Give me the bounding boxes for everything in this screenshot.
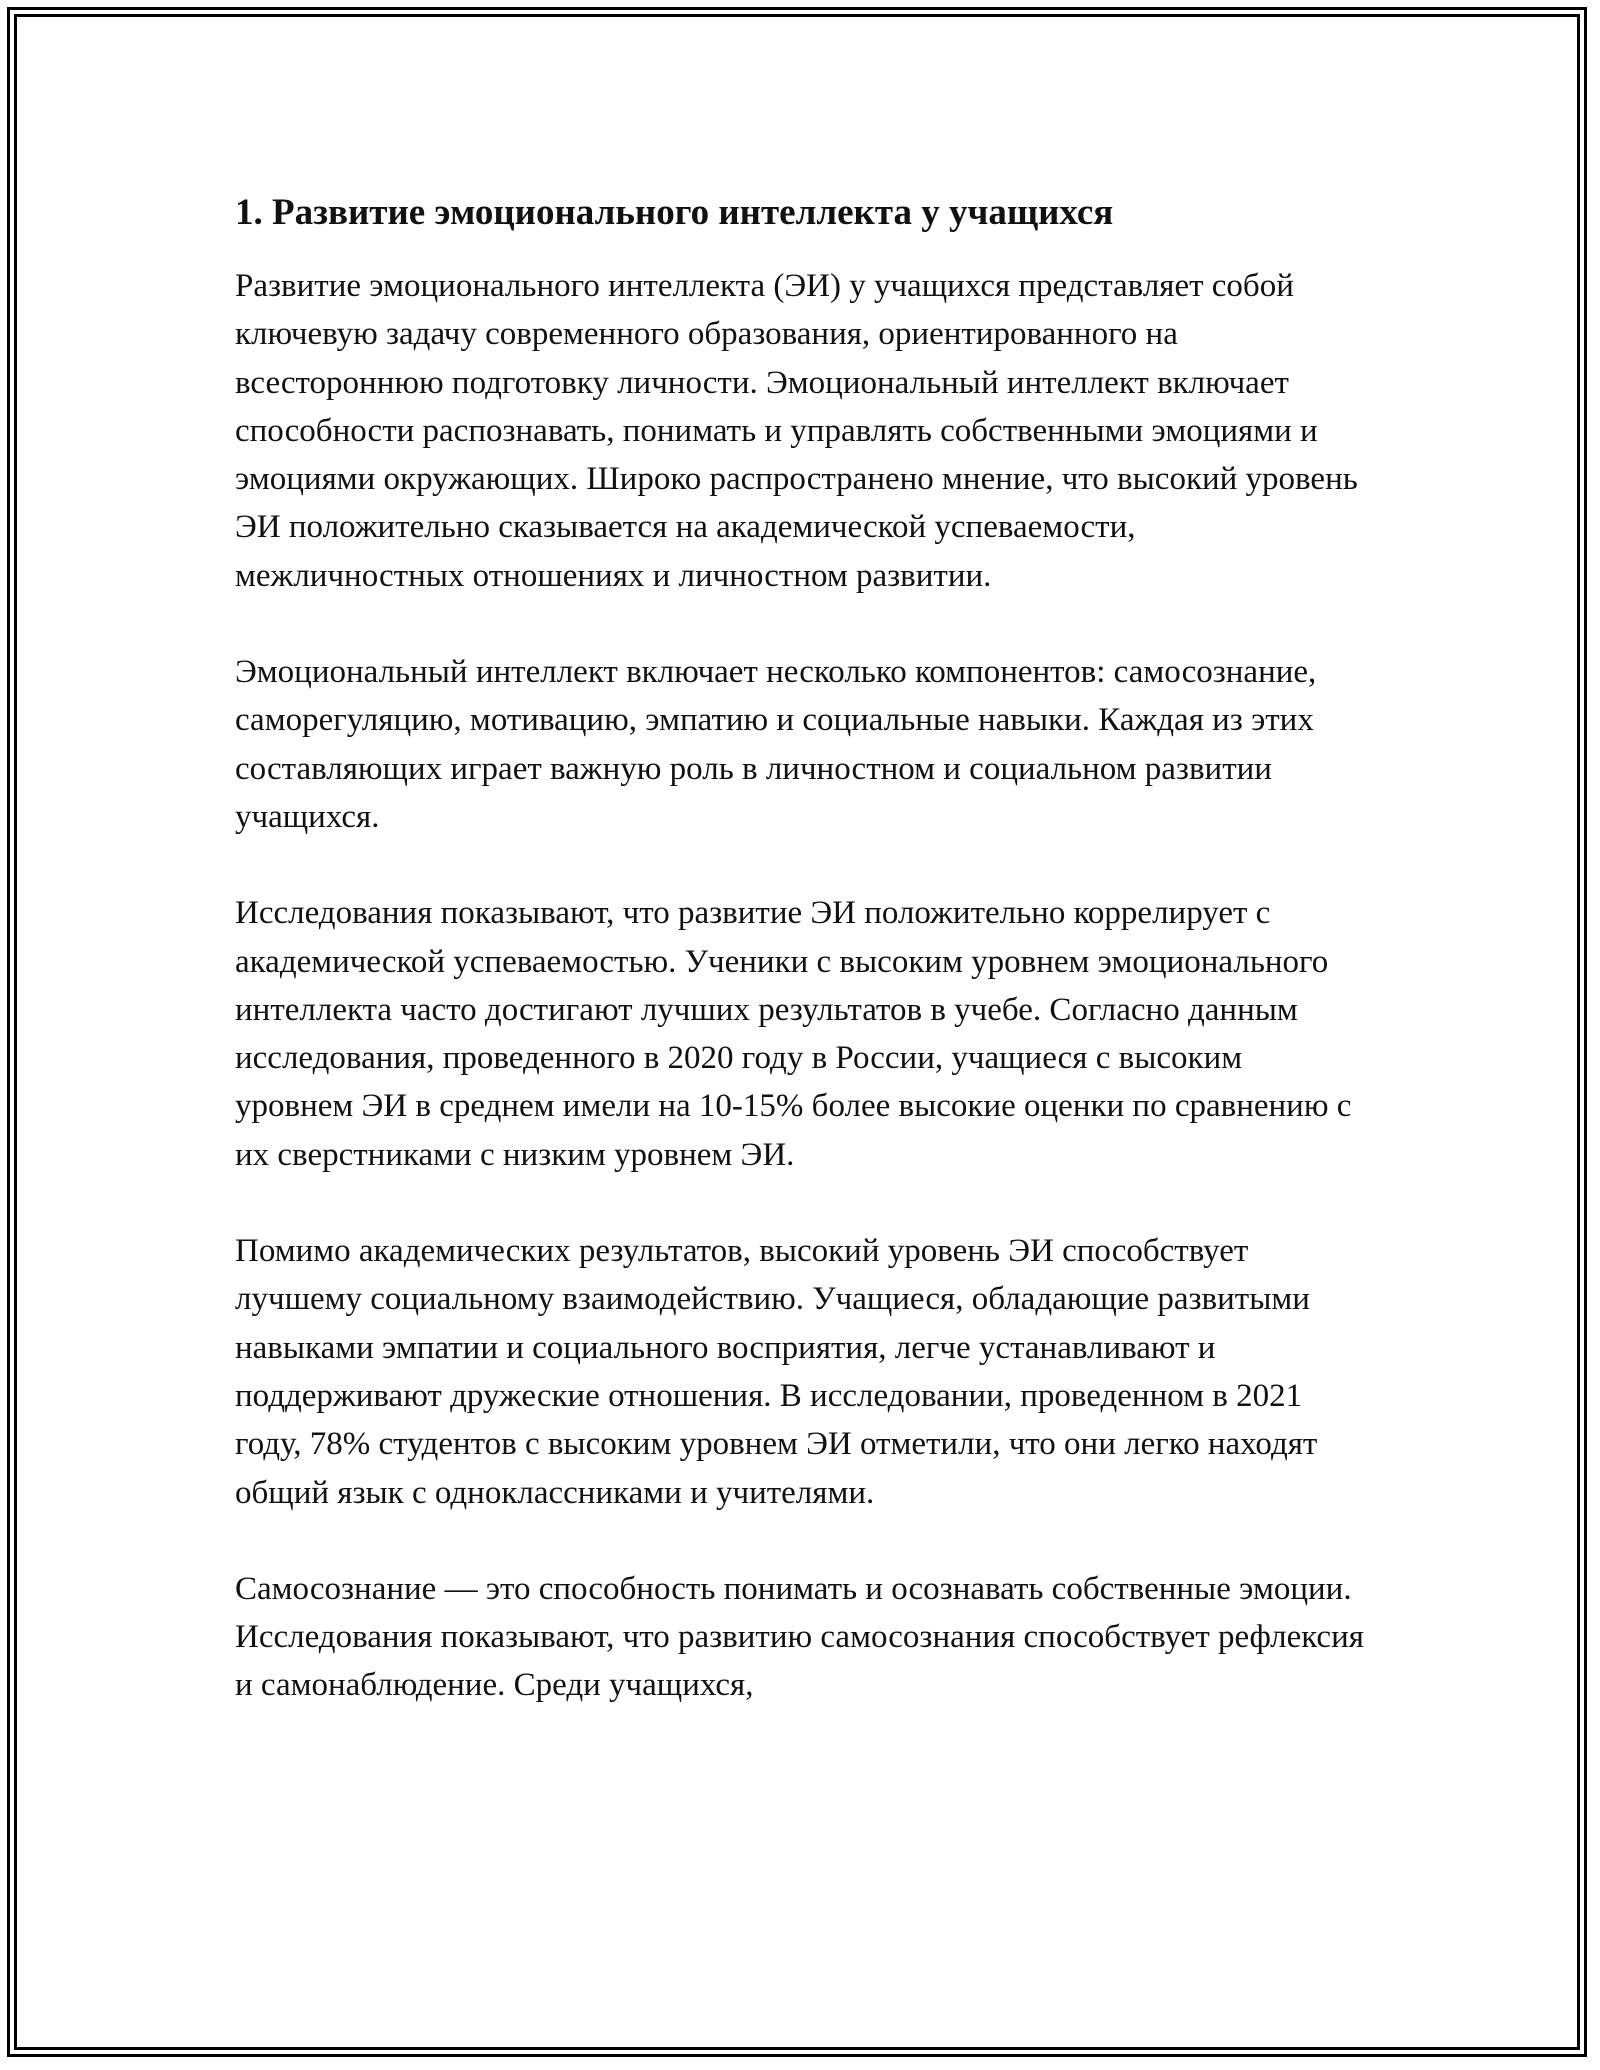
paragraph-intro: Развитие эмоционального интеллекта (ЭИ) у учащихся представляет собой ключевую задачу современного образования, ориентированного на всестороннюю подготовку личности. Эмоциональный интеллект включает способности распознавать, понимать и управлять собственными эмоциями и эмоциями окружающих. Широко распространено мнение, что высокий уровень ЭИ положительно сказывается на академической успеваемости, межличностных отношениях и личностном развитии. bbox=[235, 268, 1358, 594]
section-heading: 1. Развитие эмоционального интеллекта у учащихся bbox=[235, 192, 1114, 233]
paragraph-social-interaction: Помимо академических результатов, высокий уровень ЭИ способствует лучшему социальному взаимодействию. Учащиеся, обладающие развитыми навыками эмпатии и социального восприятия, легче устанавливают и поддерживают дружеские отношения. В исследовании, проведенном в 2021 году, 78% студентов с высоким уровнем ЭИ отметили, что они легко находят общий язык с одноклассниками и учителями. bbox=[235, 1233, 1318, 1511]
paragraph-self-awareness: Самосознание — это способность понимать и осознавать собственные эмоции. Исследования показывают, что развитию самосознания способствует рефлексия и самонаблюдение. Среди учащихся, bbox=[235, 1570, 1364, 1704]
paragraph-academic-performance: Исследования показывают, что развитие ЭИ положительно коррелирует с академической успеваемостью. Ученики с высоким уровнем эмоционального интеллекта часто достигают лучших результатов в учебе. Согласно данным исследования, проведенного в 2020 году в России, учащиеся с высоким уровнем ЭИ в среднем имели на 10-15% более высокие оценки по сравнению с их сверстниками с низким уровнем ЭИ. bbox=[235, 895, 1352, 1173]
document-body bbox=[235, 186, 1365, 1758]
paragraph-components: Эмоциональный интеллект включает несколько компонентов: самосознание, саморегуляцию, мотивацию, эмпатию и социальные навыки. Каждая из этих составляющих играет важную роль в личностном и социальном развитии учащихся. bbox=[235, 654, 1317, 835]
